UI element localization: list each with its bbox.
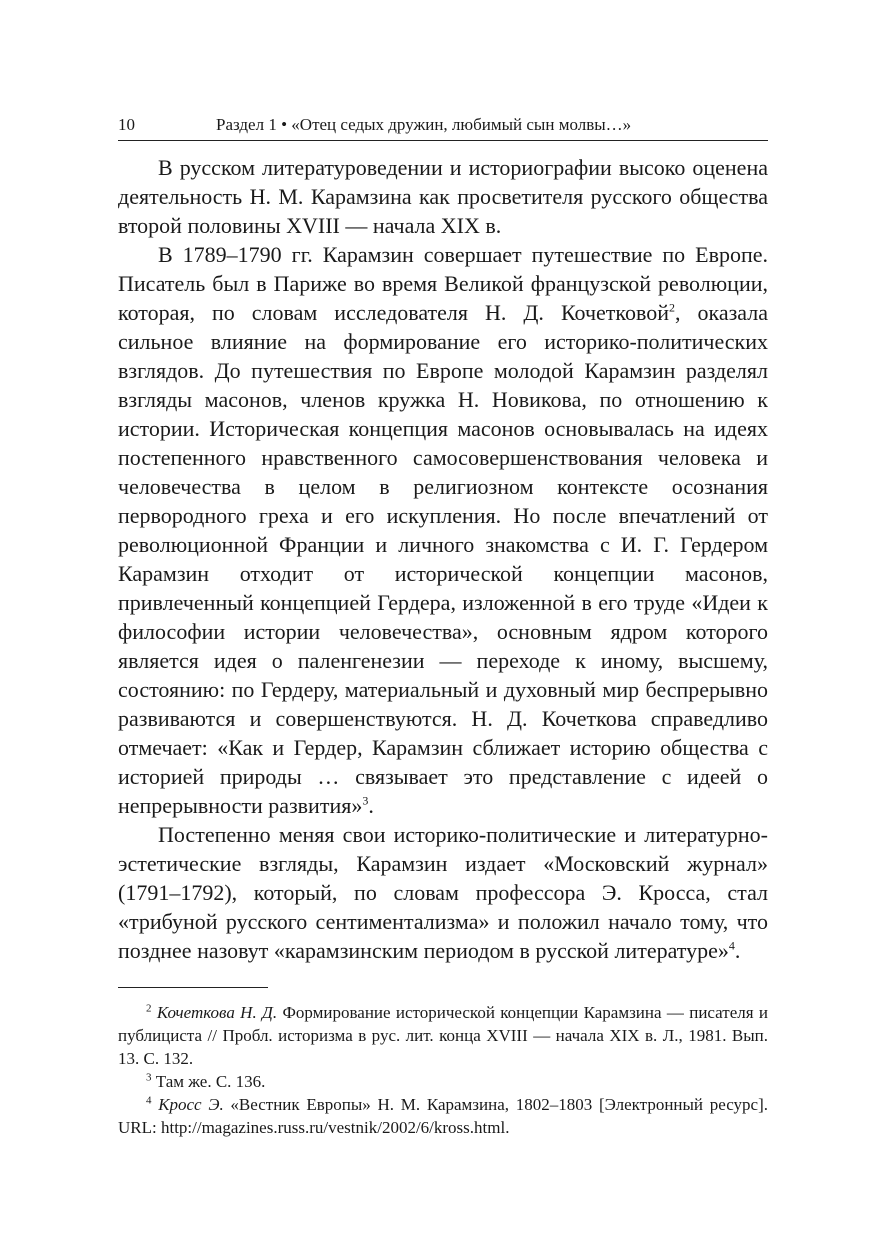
footnote-text: Формирование исторической концепции Карамзина — писателя и публициста // Пробл. историзма в рус. лит. конца XVIII — начала XIX в. Л., 1981. Вып. 13. С. 132. (118, 1003, 769, 1068)
paragraph-2-text-a: В 1789–1790 гг. Карамзин совершает путешествие по Европе. Писатель был в Париже во время Великой французской революции, которая, по словам исследователя Н. Д. Кочетковой (118, 242, 768, 325)
footnote-divider (118, 987, 268, 988)
footnote-ref-2[interactable]: 2 (668, 300, 675, 315)
footnote-2 (118, 1001, 768, 1070)
footnote-ref-3[interactable]: 3 (362, 793, 369, 808)
paragraph-2-text-b: , оказала сильное влияние на формирование его историко-политических взглядов. До путешествия по Европе молодой Карамзин разделял взгляды масонов, членов кружка Н. Новикова, по отношению к истории. Историческая концепция масонов основывалась на идеях постепенного нравственного самосовершенствования человека и человечества в целом в религиозном контексте осознания первородного греха и его искупления. Но после впечатлений от революционной Франции и личного знакомства с И. Г. Гердером Карамзин отходит от исторической концепции масонов, привлеченный концепцией Гердера, изложенной в его труде «Идеи к философии истории человечества», основным ядром которого является идея о паленгенезии — переходе к иному, высшему, состоянию: по Гердеру, материальный и духовный мир беспрерывно развиваются и совершенствуются. Н. Д. Кочеткова справедливо отмечает: «Как и Гердер, Карамзин сближает историю общества с историей природы … связывает это представление с идеей о непрерывности развития» (118, 300, 769, 818)
footnote-text: Там же. С. 136. (151, 1072, 266, 1091)
footnote-number: 2 (146, 1002, 152, 1015)
paragraph-1-text: В русском литературоведении и историографии высоко оценена деятельность Н. М. Карамзина как просветителя русского общества второй половины XVIII — начала XIX в. (118, 155, 768, 238)
footnote-3 (118, 1070, 768, 1093)
footnote-4 (118, 1093, 768, 1139)
footnote-number: 4 (146, 1094, 152, 1107)
paragraph-2-text-c: . (368, 793, 374, 818)
paragraph-3 (118, 820, 768, 965)
footnote-author: Кочеткова Н. Д. (156, 1003, 278, 1022)
running-head (118, 112, 768, 141)
paragraph-1 (118, 153, 768, 240)
paragraph-3-text-b: . (734, 938, 741, 963)
paragraph-3-text-a: Постепенно меняя свои историко-политические и литературно-эстетические взгляды, Карамзин издает «Московский журнал» (1791–1792), который, по словам профессора Э. Кросса, стал «трибуной русского сентиментализма» и положил начало тому, что позднее назовут «карамзинским периодом в русской литературе» (118, 822, 768, 963)
footnote-author: Кросс Э. (158, 1095, 224, 1114)
footnote-ref-4[interactable]: 4 (728, 938, 735, 953)
paragraph-2 (118, 240, 768, 820)
footnotes (118, 1001, 768, 1139)
page (118, 112, 768, 1139)
footnote-number: 3 (146, 1071, 152, 1084)
footnote-text: «Вестник Европы» Н. М. Карамзина, 1802–1803 [Электронный ресурс]. URL: http://magazines.russ.ru/vestnik/2002/6/kross.html. (118, 1095, 768, 1137)
body-text (118, 153, 768, 965)
page-number: 10 (118, 115, 135, 134)
section-title: Раздел 1 • «Отец седых дружин, любимый сын молвы…» (216, 115, 632, 134)
